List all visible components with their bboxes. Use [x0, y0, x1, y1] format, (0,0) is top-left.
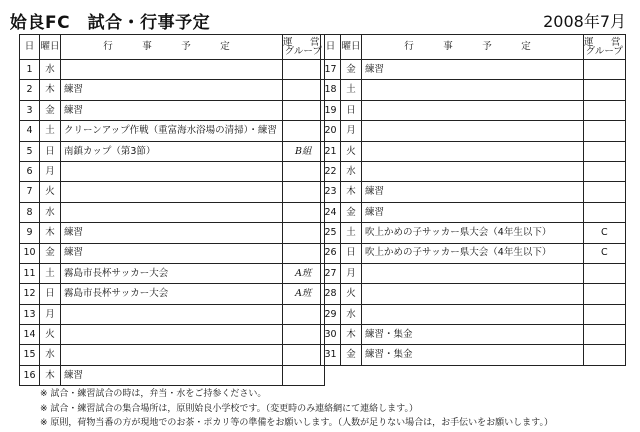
day-cell: 9: [20, 223, 40, 243]
table-row: [321, 223, 626, 243]
weekday-cell: 金: [341, 60, 362, 80]
event-cell: 霧島市長杯サッカー大会: [61, 284, 283, 304]
table-row: [20, 80, 325, 100]
group-cell: [283, 100, 325, 120]
day-cell: 13: [20, 304, 40, 324]
event-cell: クリーンアップ作戦（重富海水浴場の清掃）・練習: [61, 121, 283, 141]
day-cell: 14: [20, 325, 40, 345]
notes: [40, 387, 553, 431]
group-cell: [283, 223, 325, 243]
day-cell: 10: [20, 243, 40, 263]
weekday-cell: 月: [40, 304, 61, 324]
schedule-table-right: [320, 34, 626, 366]
table-row: [321, 121, 626, 141]
event-cell: 練習: [362, 182, 584, 202]
col-header-event: 行 事 予 定: [61, 35, 283, 60]
table-row: [20, 345, 325, 365]
weekday-cell: 日: [341, 100, 362, 120]
group-cell: [283, 60, 325, 80]
event-cell: [61, 182, 283, 202]
day-cell: 15: [20, 345, 40, 365]
event-cell: 吹上かめの子サッカー県大会（4年生以下）: [362, 243, 584, 263]
event-cell: [61, 202, 283, 222]
day-cell: 25: [321, 223, 341, 243]
col-header-day: 日: [20, 35, 40, 60]
table-row: [20, 121, 325, 141]
group-cell: C: [584, 243, 626, 263]
day-cell: 26: [321, 243, 341, 263]
group-cell: [283, 365, 325, 385]
group-cell: [283, 304, 325, 324]
col-header-event: 行 事 予 定: [362, 35, 584, 60]
weekday-cell: 水: [341, 161, 362, 181]
day-cell: 27: [321, 263, 341, 283]
group-cell: [584, 182, 626, 202]
event-cell: [362, 263, 584, 283]
day-cell: 29: [321, 304, 341, 324]
table-row: [321, 304, 626, 324]
table-row: [20, 182, 325, 202]
event-cell: 練習: [61, 223, 283, 243]
month-label: 2008年7月: [543, 12, 626, 31]
day-cell: 18: [321, 80, 341, 100]
weekday-cell: 金: [40, 243, 61, 263]
day-cell: 11: [20, 263, 40, 283]
group-cell: [584, 325, 626, 345]
weekday-cell: 土: [341, 80, 362, 100]
weekday-cell: 木: [40, 223, 61, 243]
event-cell: 練習: [61, 80, 283, 100]
table-row: [20, 161, 325, 181]
weekday-cell: 月: [341, 263, 362, 283]
table-row: [20, 243, 325, 263]
col-header-day: 日: [321, 35, 341, 60]
group-cell: [584, 284, 626, 304]
weekday-cell: 土: [40, 121, 61, 141]
table-row: [321, 263, 626, 283]
day-cell: 24: [321, 202, 341, 222]
event-cell: [362, 304, 584, 324]
weekday-cell: 月: [40, 161, 61, 181]
table-row: [20, 223, 325, 243]
event-cell: [362, 121, 584, 141]
group-cell: [584, 141, 626, 161]
weekday-cell: 水: [40, 60, 61, 80]
event-cell: [362, 284, 584, 304]
event-cell: 練習: [61, 243, 283, 263]
day-cell: 30: [321, 325, 341, 345]
day-cell: 8: [20, 202, 40, 222]
note-item: ※ 試合・練習試合の時は，弁当・水をご持参ください。: [40, 389, 267, 399]
weekday-cell: 金: [341, 202, 362, 222]
weekday-cell: 木: [341, 182, 362, 202]
weekday-cell: 木: [341, 325, 362, 345]
table-row: [321, 60, 626, 80]
page-title: 姶良FC 試合・行事予定: [10, 13, 211, 33]
weekday-cell: 金: [40, 100, 61, 120]
weekday-cell: 木: [40, 80, 61, 100]
event-cell: 練習: [362, 60, 584, 80]
group-cell: [283, 121, 325, 141]
weekday-cell: 土: [341, 223, 362, 243]
table-row: [20, 284, 325, 304]
event-cell: 練習: [362, 202, 584, 222]
day-cell: 31: [321, 345, 341, 365]
weekday-cell: 火: [40, 182, 61, 202]
weekday-cell: 日: [40, 284, 61, 304]
weekday-cell: 水: [40, 345, 61, 365]
group-cell: [584, 345, 626, 365]
group-cell: [584, 263, 626, 283]
table-row: [321, 100, 626, 120]
table-header-row: [321, 35, 626, 60]
group-cell: [283, 182, 325, 202]
table-row: [20, 325, 325, 345]
day-cell: 1: [20, 60, 40, 80]
group-cell: A班: [283, 263, 325, 283]
col-header-group: 運 営 グループ: [584, 35, 626, 60]
group-cell: [283, 80, 325, 100]
day-cell: 7: [20, 182, 40, 202]
weekday-cell: 水: [40, 202, 61, 222]
group-cell: [283, 161, 325, 181]
event-cell: [61, 161, 283, 181]
group-cell: C: [584, 223, 626, 243]
table-row: [20, 365, 325, 385]
day-cell: 5: [20, 141, 40, 161]
event-cell: [362, 100, 584, 120]
group-cell: [283, 345, 325, 365]
event-cell: 吹上かめの子サッカー県大会（4年生以下）: [362, 223, 584, 243]
table-row: [20, 141, 325, 161]
event-cell: 練習・集金: [362, 345, 584, 365]
weekday-cell: 日: [40, 141, 61, 161]
weekday-cell: 月: [341, 121, 362, 141]
table-row: [321, 325, 626, 345]
day-cell: 23: [321, 182, 341, 202]
group-cell: [584, 100, 626, 120]
weekday-cell: 日: [341, 243, 362, 263]
table-row: [20, 304, 325, 324]
group-cell: [283, 202, 325, 222]
day-cell: 6: [20, 161, 40, 181]
weekday-cell: 火: [341, 141, 362, 161]
group-cell: B組: [283, 141, 325, 161]
group-cell: [584, 121, 626, 141]
day-cell: 3: [20, 100, 40, 120]
group-cell: [584, 304, 626, 324]
group-cell: [283, 243, 325, 263]
day-cell: 4: [20, 121, 40, 141]
table-row: [321, 141, 626, 161]
table-row: [20, 60, 325, 80]
weekday-cell: 火: [40, 325, 61, 345]
event-cell: [61, 325, 283, 345]
weekday-cell: 金: [341, 345, 362, 365]
event-cell: 練習: [61, 365, 283, 385]
weekday-cell: 水: [341, 304, 362, 324]
event-cell: 練習・集金: [362, 325, 584, 345]
day-cell: 28: [321, 284, 341, 304]
table-row: [321, 243, 626, 263]
note-item: ※ 試合・練習試合の集合場所は，原則姶良小学校です。（変更時のみ連絡網にて連絡します。）: [40, 403, 418, 414]
day-cell: 12: [20, 284, 40, 304]
event-cell: 南鎮カップ（第3節）: [61, 141, 283, 161]
table-row: [321, 202, 626, 222]
col-header-weekday: 曜日: [40, 35, 61, 60]
weekday-cell: 木: [40, 365, 61, 385]
table-row: [20, 263, 325, 283]
day-cell: 16: [20, 365, 40, 385]
day-cell: 21: [321, 141, 341, 161]
day-cell: 20: [321, 121, 341, 141]
group-cell: A班: [283, 284, 325, 304]
table-header-row: [20, 35, 325, 60]
table-row: [20, 100, 325, 120]
col-header-weekday: 曜日: [341, 35, 362, 60]
group-cell: [584, 80, 626, 100]
event-cell: [61, 60, 283, 80]
note-item: ※ 原則，荷物当番の方が現地でのお茶・ポカリ等の準備をお願いします。（人数が足りない場合は，お手伝いをお願いします。）: [40, 418, 553, 429]
event-cell: [362, 80, 584, 100]
day-cell: 22: [321, 161, 341, 181]
table-row: [321, 80, 626, 100]
event-cell: [362, 161, 584, 181]
schedule-table-left: [19, 34, 325, 386]
table-row: [321, 345, 626, 365]
day-cell: 19: [321, 100, 341, 120]
event-cell: [61, 304, 283, 324]
table-row: [321, 182, 626, 202]
group-cell: [584, 161, 626, 181]
day-cell: 2: [20, 80, 40, 100]
group-cell: [584, 202, 626, 222]
group-cell: [283, 325, 325, 345]
table-row: [20, 202, 325, 222]
event-cell: 練習: [61, 100, 283, 120]
day-cell: 17: [321, 60, 341, 80]
table-row: [321, 284, 626, 304]
event-cell: [61, 345, 283, 365]
event-cell: 霧島市長杯サッカー大会: [61, 263, 283, 283]
event-cell: [362, 141, 584, 161]
col-header-group: 運 営 グループ: [283, 35, 325, 60]
table-row: [321, 161, 626, 181]
group-cell: [584, 60, 626, 80]
weekday-cell: 火: [341, 284, 362, 304]
weekday-cell: 土: [40, 263, 61, 283]
